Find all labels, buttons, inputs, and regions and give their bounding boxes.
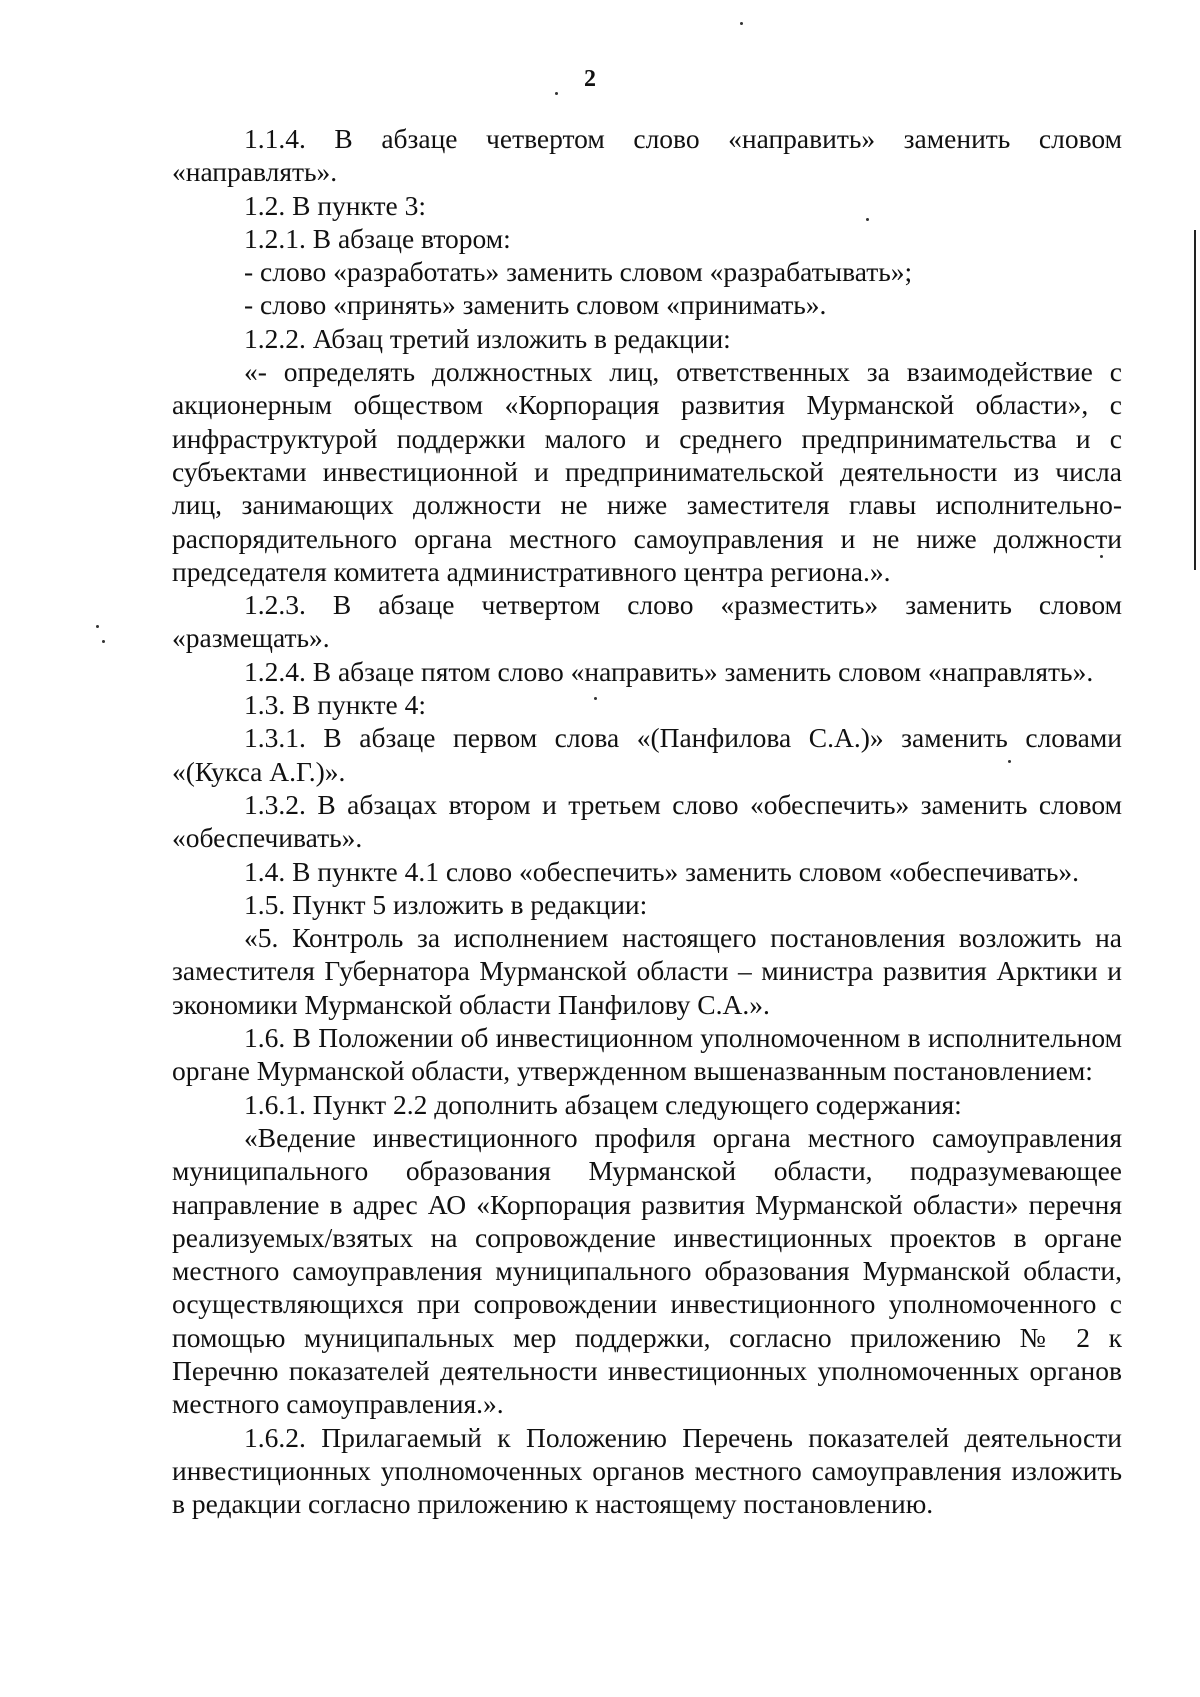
paragraph-1-3-2: 1.3.2. В абзацах втором и третьем слово «обеспечить» заменить словом «обеспечивать». <box>172 788 1122 854</box>
scan-speck <box>102 640 105 643</box>
paragraph-1-6-2: 1.6.2. Прилагаемый к Положению Перечень показателей деятельности инвестиционных уполномоченных органов местного самоуправления изложить в редакции согласно приложению к настоящему постановлению. <box>172 1421 1122 1520</box>
paragraph-1-2: 1.2. В пункте 3: <box>244 189 427 221</box>
paragraph-1-2-2-quote: «- определять должностных лиц, ответственных за взаимодействие с акционерным обществом «Корпорация развития Мурманской области», с инфраструктурой поддержки малого и среднего предпринимательства и с субъектами инвестиционной и предпринимательской деятельности из числа лиц, занимающих должности не ниже заместителя главы исполнительно-распорядительного органа местного самоуправления и не ниже должности председателя комитета административного центра региона.». <box>172 356 1122 587</box>
document-body <box>172 122 1122 1520</box>
scan-speck <box>555 92 558 95</box>
paragraph-1-5: 1.5. Пункт 5 изложить в редакции: <box>244 888 648 920</box>
page-number: 2 <box>584 66 596 92</box>
scan-speck <box>1100 555 1103 558</box>
paragraph-1-1-4: 1.1.4. В абзаце четвертом слово «направить» заменить словом «направлять». <box>172 123 1122 188</box>
paragraph-1-3: 1.3. В пункте 4: <box>244 689 427 721</box>
scan-speck <box>740 22 743 25</box>
paragraph-1-2-4: 1.2.4. В абзаце пятом слово «направить» заменить словом «направлять». <box>244 655 1094 687</box>
paragraph-1-3-1: 1.3.1. В абзаце первом слова «(Панфилова С.А.)» заменить словами «(Кукса А.Г.)». <box>172 722 1122 787</box>
paragraph-1-2-3: 1.2.3. В абзаце четвертом слово «разместить» заменить словом «размещать». <box>172 589 1122 654</box>
paragraph-1-5-quote: «5. Контроль за исполнением настоящего постановления возложить на заместителя Губернатора Мурманской области – министра развития Арктики и экономики Мурманской области Панфилову С.А.». <box>172 922 1122 1020</box>
paragraph-1-2-1-item-2: - слово «принять» заменить словом «принимать». <box>244 289 827 321</box>
paragraph-1-6-1: 1.6.1. Пункт 2.2 дополнить абзацем следующего содержания: <box>244 1088 962 1120</box>
scan-edge-line <box>1194 230 1196 570</box>
paragraph-1-6: 1.6. В Положении об инвестиционном уполномоченном в исполнительном органе Мурманской области, утвержденном вышеназванным постановлением: <box>172 1022 1122 1087</box>
paragraph-1-2-2: 1.2.2. Абзац третий изложить в редакции: <box>244 322 731 354</box>
scan-speck <box>866 218 869 221</box>
scan-speck <box>1008 760 1011 763</box>
scan-speck <box>594 697 597 700</box>
paragraph-1-2-1-item-1: - слово «разработать» заменить словом «разрабатывать»; <box>244 256 913 288</box>
paragraph-1-2-1: 1.2.1. В абзаце втором: <box>244 222 511 254</box>
paragraph-1-6-1-quote: «Ведение инвестиционного профиля органа местного самоуправления муниципального образования Мурманской области, подразумевающее направление в адрес АО «Корпорация развития Мурманской области» перечня реализуемых/взятых на сопровождение инвестиционных проектов в органе местного самоуправления муниципального образования Мурманской области, осуществляющихся при сопровождении инвестиционного уполномоченного с помощью муниципальных мер поддержки, согласно приложению № 2 к Перечню показателей деятельности инвестиционных уполномоченных органов местного самоуправления.». <box>172 1121 1122 1420</box>
scan-speck <box>96 625 99 628</box>
paragraph-1-4: 1.4. В пункте 4.1 слово «обеспечить» заменить словом «обеспечивать». <box>244 855 1080 887</box>
